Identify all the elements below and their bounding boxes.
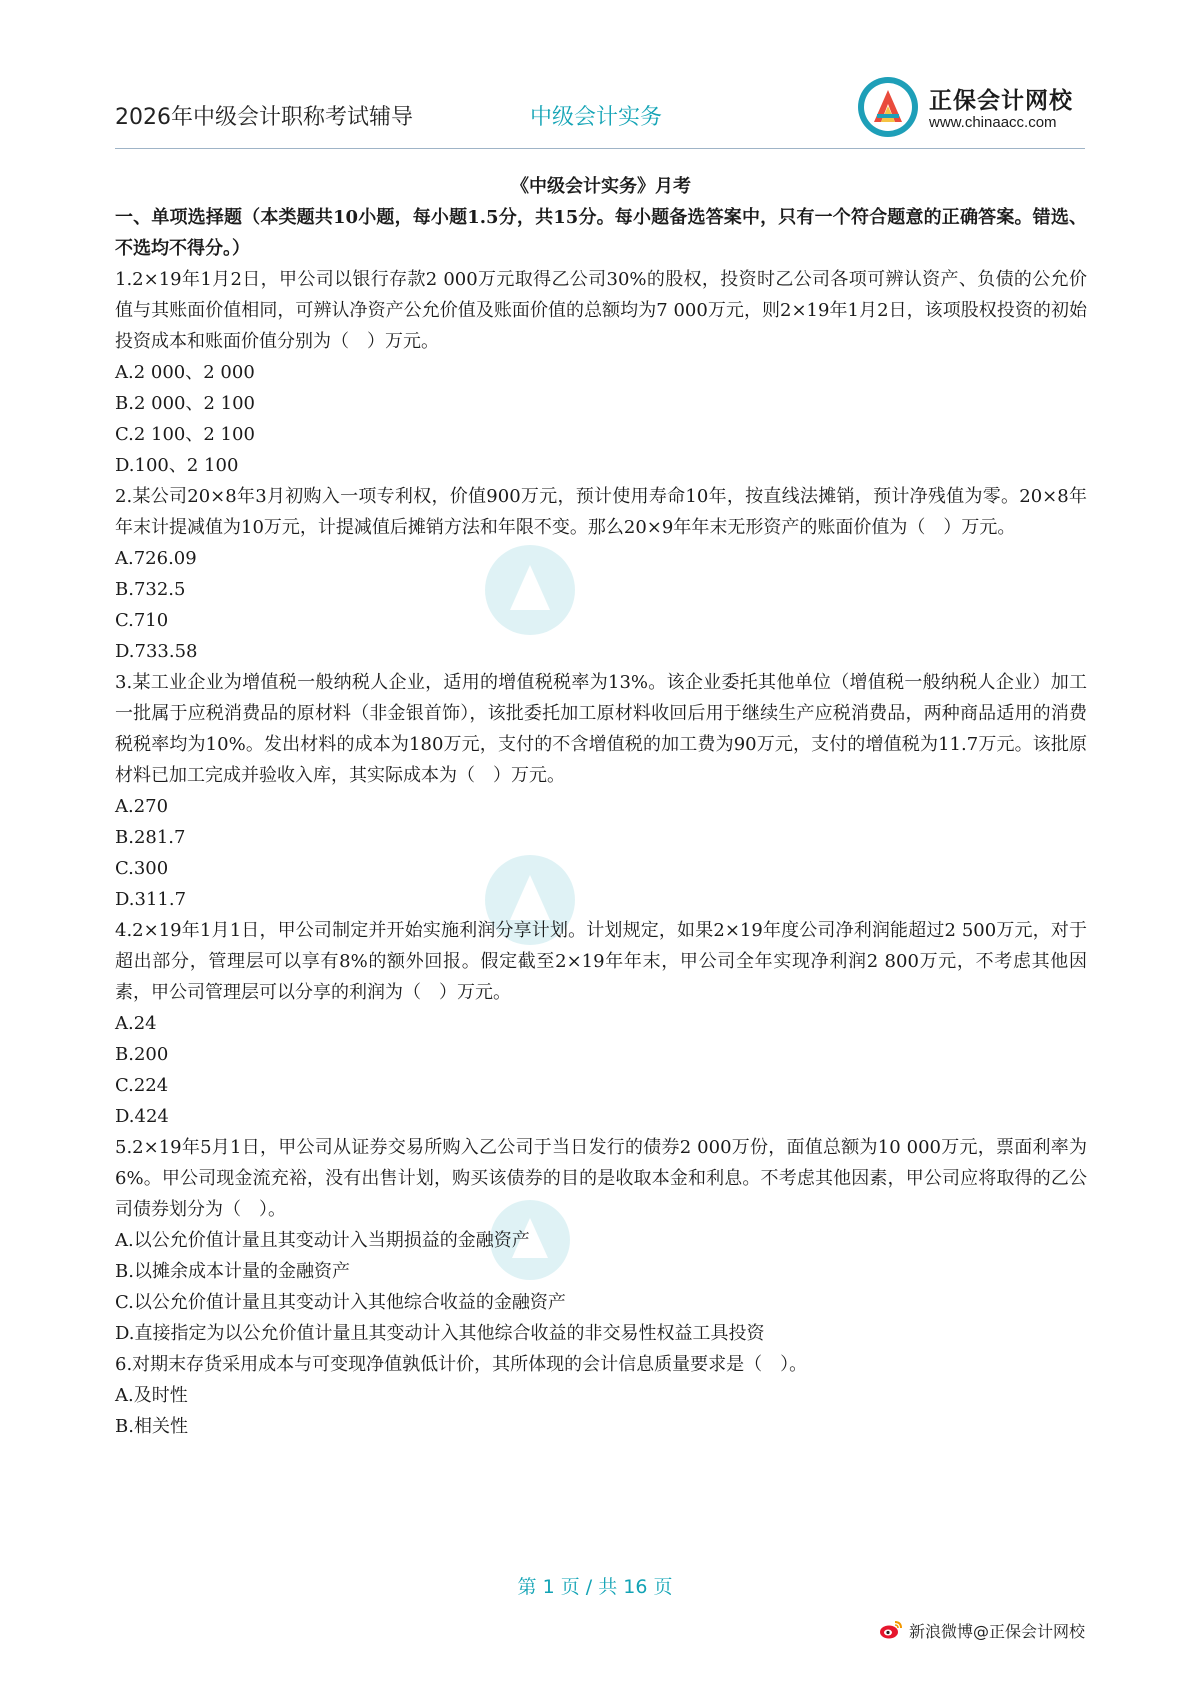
question-text: 4.2×19年1月1日，甲公司制定并开始实施利润分享计划。计划规定，如果2×19年度公司净利润能超过2 500万元，对于超出部分，管理层可以享有8%的额外回报。假定截至2×19年年末，甲公司全年实现净利润2 800万元，不考虑其他因素，甲公司管理层可以分享的利润为（ ）万元。 (115, 920, 1087, 1003)
page-header (115, 70, 1085, 149)
brand-logo (857, 76, 1077, 138)
option-a: A.及时性 (115, 1385, 188, 1406)
question-4 (115, 915, 1087, 1132)
option-c: C.2 100、2 100 (115, 424, 255, 445)
logo-url: www.chinaacc.com (929, 114, 1057, 131)
option-a: A.24 (115, 1013, 157, 1034)
question-2 (115, 481, 1087, 667)
weibo-text: 新浪微博@正保会计网校 (908, 1621, 1085, 1641)
question-text: 2.某公司20×8年3月初购入一项专利权，价值900万元，预计使用寿命10年，按直线法摊销，预计净残值为零。20×8年年末计提减值为10万元，计提减值后摊销方法和年限不变。那么20×9年年末无形资产的账面价值为（ ）万元。 (115, 486, 1087, 538)
option-a: A.726.09 (115, 548, 197, 569)
option-a: A.270 (115, 796, 169, 817)
option-d: D.100、2 100 (115, 455, 239, 476)
option-c: C.224 (115, 1075, 169, 1096)
option-b: B.相关性 (115, 1416, 188, 1437)
option-d: D.733.58 (115, 641, 198, 662)
exam-content (115, 172, 1087, 1442)
question-text: 5.2×19年5月1日，甲公司从证券交易所购入乙公司于当日发行的债券2 000万份，面值总额为10 000万元，票面利率为6%。甲公司现金流充裕，没有出售计划，购买该债券的目的是收取本金和利息。不考虑其他因素，甲公司应将取得的乙公司债券划分为（ ）。 (115, 1137, 1087, 1220)
chinaacc-logo-icon (857, 76, 919, 138)
option-c: C.300 (115, 858, 169, 879)
question-text: 6.对期末存货采用成本与可变现净值孰低计价，其所体现的会计信息质量要求是（ ）。 (115, 1354, 808, 1375)
option-a: A.2 000、2 000 (115, 362, 255, 383)
option-b: B.2 000、2 100 (115, 393, 256, 414)
option-d: D.直接指定为以公允价值计量且其变动计入其他综合收益的非交易性权益工具投资 (115, 1323, 765, 1344)
question-text: 1.2×19年1月2日，甲公司以银行存款2 000万元取得乙公司30%的股权，投资时乙公司各项可辨认资产、负债的公允价值与其账面价值相同，可辨认净资产公允价值及账面价值的总额均为7 000万元，则2×19年1月2日，该项股权投资的初始投资成本和账面价值分别为（ ）万元。 (115, 269, 1087, 352)
document-title: 《中级会计实务》月考 (511, 176, 691, 197)
question-3 (115, 667, 1087, 915)
logo-name: 正保会计网校 (929, 88, 1073, 114)
option-d: D.311.7 (115, 889, 187, 910)
option-c: C.以公允价值计量且其变动计入其他综合收益的金融资产 (115, 1292, 566, 1313)
option-a: A.以公允价值计量且其变动计入当期损益的金融资产 (115, 1230, 530, 1251)
weibo-icon (879, 1620, 903, 1640)
option-c: C.710 (115, 610, 169, 631)
option-b: B.281.7 (115, 827, 186, 848)
weibo-credit (879, 1618, 1085, 1642)
question-text: 3.某工业企业为增值税一般纳税人企业，适用的增值税税率为13%。该企业委托其他单位（增值税一般纳税人企业）加工一批属于应税消费品的原材料（非金银首饰），该批委托加工原材料收回后用于继续生产应税消费品，两种商品适用的消费税税率均为10%。发出材料的成本为180万元，支付的不含增值税的加工费为90万元，支付的增值税为11.7万元。该批原材料已加工完成并验收入库，其实际成本为（ ）万元。 (115, 672, 1087, 786)
option-b: B.732.5 (115, 579, 186, 600)
option-b: B.以摊余成本计量的金融资产 (115, 1261, 350, 1282)
option-b: B.200 (115, 1044, 169, 1065)
question-5 (115, 1132, 1087, 1349)
section-heading: 一、单项选择题（本类题共10小题，每小题1.5分，共15分。每小题备选答案中，只有一个符合题意的正确答案。错选、不选均不得分。） (115, 207, 1087, 259)
option-d: D.424 (115, 1106, 169, 1127)
subject-title: 中级会计实务 (530, 105, 663, 130)
question-1 (115, 264, 1087, 481)
question-6 (115, 1349, 1087, 1442)
exam-title: 2026年中级会计职称考试辅导 (115, 105, 413, 130)
page-number: 第 1 页 / 共 16 页 (517, 1576, 673, 1598)
